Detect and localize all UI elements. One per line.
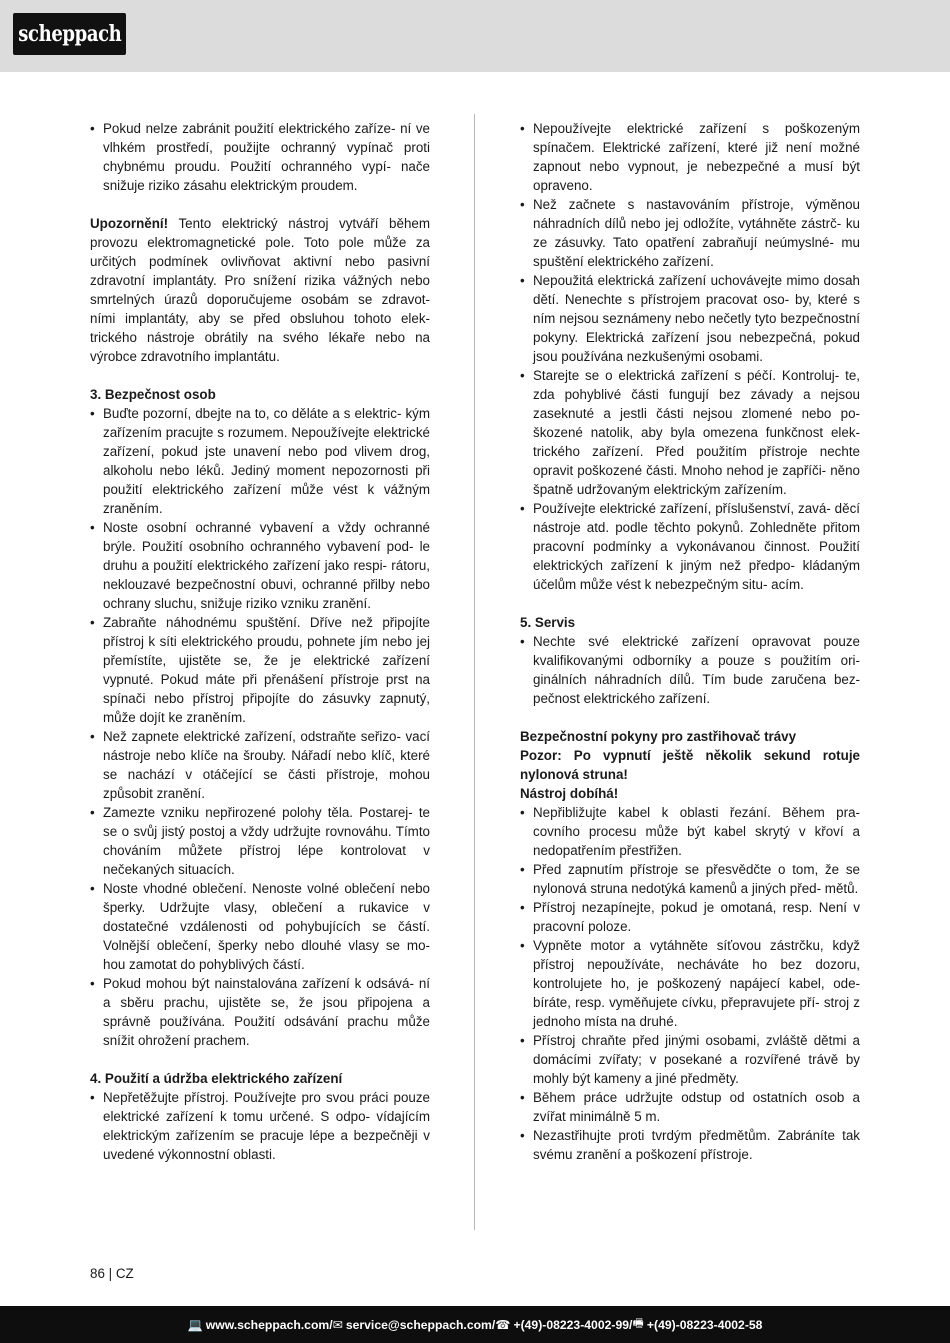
list-item: • Nepřetěžujte přístroj. Používejte pro svou práci pouze elektrické zařízení k tomu určené. S odpo- vídajícím elektrickým zařízením se pracuje lépe a bezpečněji v uvedené výkonnostní oblasti. bbox=[90, 1088, 430, 1164]
list-item: • Než začnete s nastavováním přístroje, výměnou náhradních dílů nebo jej odložíte, vytáhněte zástrč- ku ze zásuvky. Tato opatření zabraňují neúmyslné- mu spuštění elektrického zařízení. bbox=[520, 195, 860, 271]
list-item: • Noste vhodné oblečení. Nenoste volné oblečení nebo šperky. Udržujte vlasy, oblečení a rukavice v dostatečné vzdálenosti od pohybujících se částí. Volnější oblečení, šperky nebo dlouhé vlasy se mo- hou zamotat do pohyblivých částí. bbox=[90, 879, 430, 974]
trimmer-safety-heading: Bezpečnostní pokyny pro zastřihovač trávy bbox=[520, 729, 797, 744]
list-item: • Zamezte vzniku nepřirozené polohy těla. Postarej- te se o svůj jistý postoj a vždy udržujte rovnováhu. Tímto chováním můžete přístroj lépe kontrolovat v nečekaných situacích. bbox=[90, 803, 430, 879]
list-item: • Starejte se o elektrická zařízení s péčí. Kontroluj- te, zda pohyblivé části fungují bez závady a nejsou zaseknuté a jestli části nejsou zlomené nebo po- škozené natolik, aby byla omezena funkčnost elek- trického zařízení. Před použitím přístroje nechte opravit poškozené části. Mnoho nehod je zapříči- něno špatně udržovaným elektrickým zařízením. bbox=[520, 366, 860, 499]
footer-website: www.scheppach.com bbox=[205, 1317, 330, 1332]
footer-phone: +(49)-08223-4002-99 bbox=[513, 1317, 629, 1332]
trimmer-warning: Pozor: Po vypnutí ještě několik sekund rotuje nylonová struna! bbox=[520, 748, 860, 782]
list-item: • Pokud mohou být nainstalována zařízení k odsává- ní a sběru prachu, ujistěte se, že jsou připojena a správně používána. Použití odsávání prachu může snížit ohrožení prachem. bbox=[90, 974, 430, 1050]
phone-icon: ☎ bbox=[495, 1317, 511, 1332]
page-footer: 💻 www.scheppach.com / ✉ service@scheppach.com / ☎ +(49)-08223-4002-99 / 🖷 +(49)-08223-4002-58 bbox=[0, 1306, 950, 1343]
column-divider bbox=[474, 114, 475, 1230]
list-item: • Používejte elektrické zařízení, příslušenství, zavá- děcí nástroje atd. podle těchto pokynů. Zohledněte přitom pracovní podmínky a vykonávanou činnost. Použití elektrických zařízení k jiným než předpo- kládaným účelům může vést k nebezpečným situ- acím. bbox=[520, 499, 860, 594]
page-number: 86 | CZ bbox=[90, 1266, 134, 1281]
trimmer-safety-list bbox=[520, 803, 860, 1164]
emf-warning-paragraph bbox=[90, 214, 430, 366]
page-header bbox=[0, 0, 950, 72]
list-item: • Zabraňte náhodnému spuštění. Dříve než připojíte přístroj k síti elektrického proudu, pohnete jím nebo jej přemístíte, ujistěte se, že je elektrické zařízení vypnuté. Pokud máte při přenášení přístroje prst na spínači nebo přístroj připojíte do zásuvky zapnutý, může dojít ke zraněním. bbox=[90, 613, 430, 727]
list-item: • Nepřibližujte kabel k oblasti řezání. Během pra- covního procesu může být kabel skrytý v křoví a nedopatřením přestřižen. bbox=[520, 803, 860, 860]
warning-text: Tento elektrický nástroj vytváří během provozu elektromagnetické pole. Toto pole může za určitých podmínek ovlivňovat aktivní nebo pasivní zdravotní implantáty. Pro snížení rizika vážných nebo smrtelných úrazů doporučujeme osobám se zdravot- ními implantáty, aby se před obsluhou tohoto elek- trického nástroje obrátily na svého lékaře nebo na výrobce zdravotního implantátu. bbox=[90, 216, 430, 364]
envelope-icon: ✉ bbox=[332, 1317, 343, 1332]
section-3-heading: 3. Bezpečnost osob bbox=[90, 387, 216, 402]
computer-icon: 💻 bbox=[187, 1317, 203, 1332]
footer-email: service@scheppach.com bbox=[345, 1317, 492, 1332]
list-item: • Před zapnutím přístroje se přesvědčte o tom, že se nylonová struna nedotýká kamenů a jiných před- mětů. bbox=[520, 860, 860, 898]
section-5-list bbox=[520, 632, 860, 708]
fax-icon: 🖷 bbox=[632, 1316, 644, 1330]
list-item: • Nepoužívejte elektrické zařízení s poškozeným spínačem. Elektrické zařízení, které již není možné zapnout nebo vypnout, je nebezpečné a musí být opraveno. bbox=[520, 119, 860, 195]
list-item: • Buďte pozorní, dbejte na to, co děláte a s elektric- kým zařízením pracujte s rozumem. Nepoužívejte elektrické zařízení, pokud jste unavení nebo pod vlivem drog, alkoholu nebo léků. Jediný moment nepozornosti při použití elektrického zařízení může vést k vážným zraněním. bbox=[90, 404, 430, 518]
trimmer-runout-note: Nástroj dobíhá! bbox=[520, 786, 619, 801]
list-item: • Nepoužitá elektrická zařízení uchovávejte mimo dosah dětí. Nenechte s přístrojem pracovat oso- by, které s ním nejsou seznámeny nebo nečetly tyto bezpečnostní pokyny. Elektrická zařízení jsou nebezpečná, pokud jsou používána nezkušenými osobami. bbox=[520, 271, 860, 366]
footer-fax: +(49)-08223-4002-58 bbox=[646, 1317, 763, 1332]
right-column bbox=[520, 119, 860, 1164]
section-4-list bbox=[90, 1088, 430, 1164]
list-item: • Vypněte motor a vytáhněte síťovou zástrčku, když přístroj nepoužíváte, necháváte ho bez dozoru, kontrolujete ho, je poškozený napájecí kabel, ode- bíráte, resp. vyměňujete cívku, přepravujete pří- stroj z jednoho místa na druhé. bbox=[520, 936, 860, 1031]
list-item: • Nechte své elektrické zařízení opravovat pouze kvalifikovanými odborníky a pouze s použitím ori- ginálních náhradních dílů. Tím bude zaručena bez- pečnost elektrického zařízení. bbox=[520, 632, 860, 708]
section-3-list bbox=[90, 404, 430, 1050]
list-item: • Nezastřihujte proti tvrdým předmětům. Zabráníte tak svému zranění a poškození přístroje. bbox=[520, 1126, 860, 1164]
left-column bbox=[90, 119, 430, 1164]
section-4-heading: 4. Použití a údržba elektrického zařízení bbox=[90, 1071, 343, 1086]
list-item: • Během práce udržujte odstup od ostatních osob a zvířat minimálně 5 m. bbox=[520, 1088, 860, 1126]
list-item: • Pokud nelze zabránit použití elektrického zaříze- ní ve vlhkém prostředí, použijte ochranný vypínač proti chybnému proudu. Použití ochranného vypí- nače snižuje riziko zásahu elektrickým proudem. bbox=[90, 119, 430, 195]
list-item: • Přístroj chraňte před jinými osobami, zvláště dětmi a domácími zvířaty; v posekané a rozvířené trávě by mohly být kameny a jiné předměty. bbox=[520, 1031, 860, 1088]
list-item: • Přístroj nezapínejte, pokud je omotaná, resp. Není v pracovní poloze. bbox=[520, 898, 860, 936]
scheppach-logo: scheppach bbox=[13, 13, 126, 55]
section-5-heading: 5. Servis bbox=[520, 615, 576, 630]
warning-label: Upozornění! bbox=[90, 216, 169, 231]
section-4-list-continued bbox=[520, 119, 860, 594]
list-item: • Než zapnete elektrické zařízení, odstraňte seřizo- vací nástroje nebo klíče na šrouby. Nářadí nebo klíč, které se nachází v otáčející se části přístroje, mohou způsobit zranění. bbox=[90, 727, 430, 803]
list-item: • Noste osobní ochranné vybavení a vždy ochranné brýle. Použití osobního ochranného vybavení pod- le druhu a použití elektrického zařízení jako respi- rátoru, neklouzavé bezpečnostní obuvi, ochranné přilby nebo ochrany sluchu, snižuje riziko vzniku zranění. bbox=[90, 518, 430, 613]
